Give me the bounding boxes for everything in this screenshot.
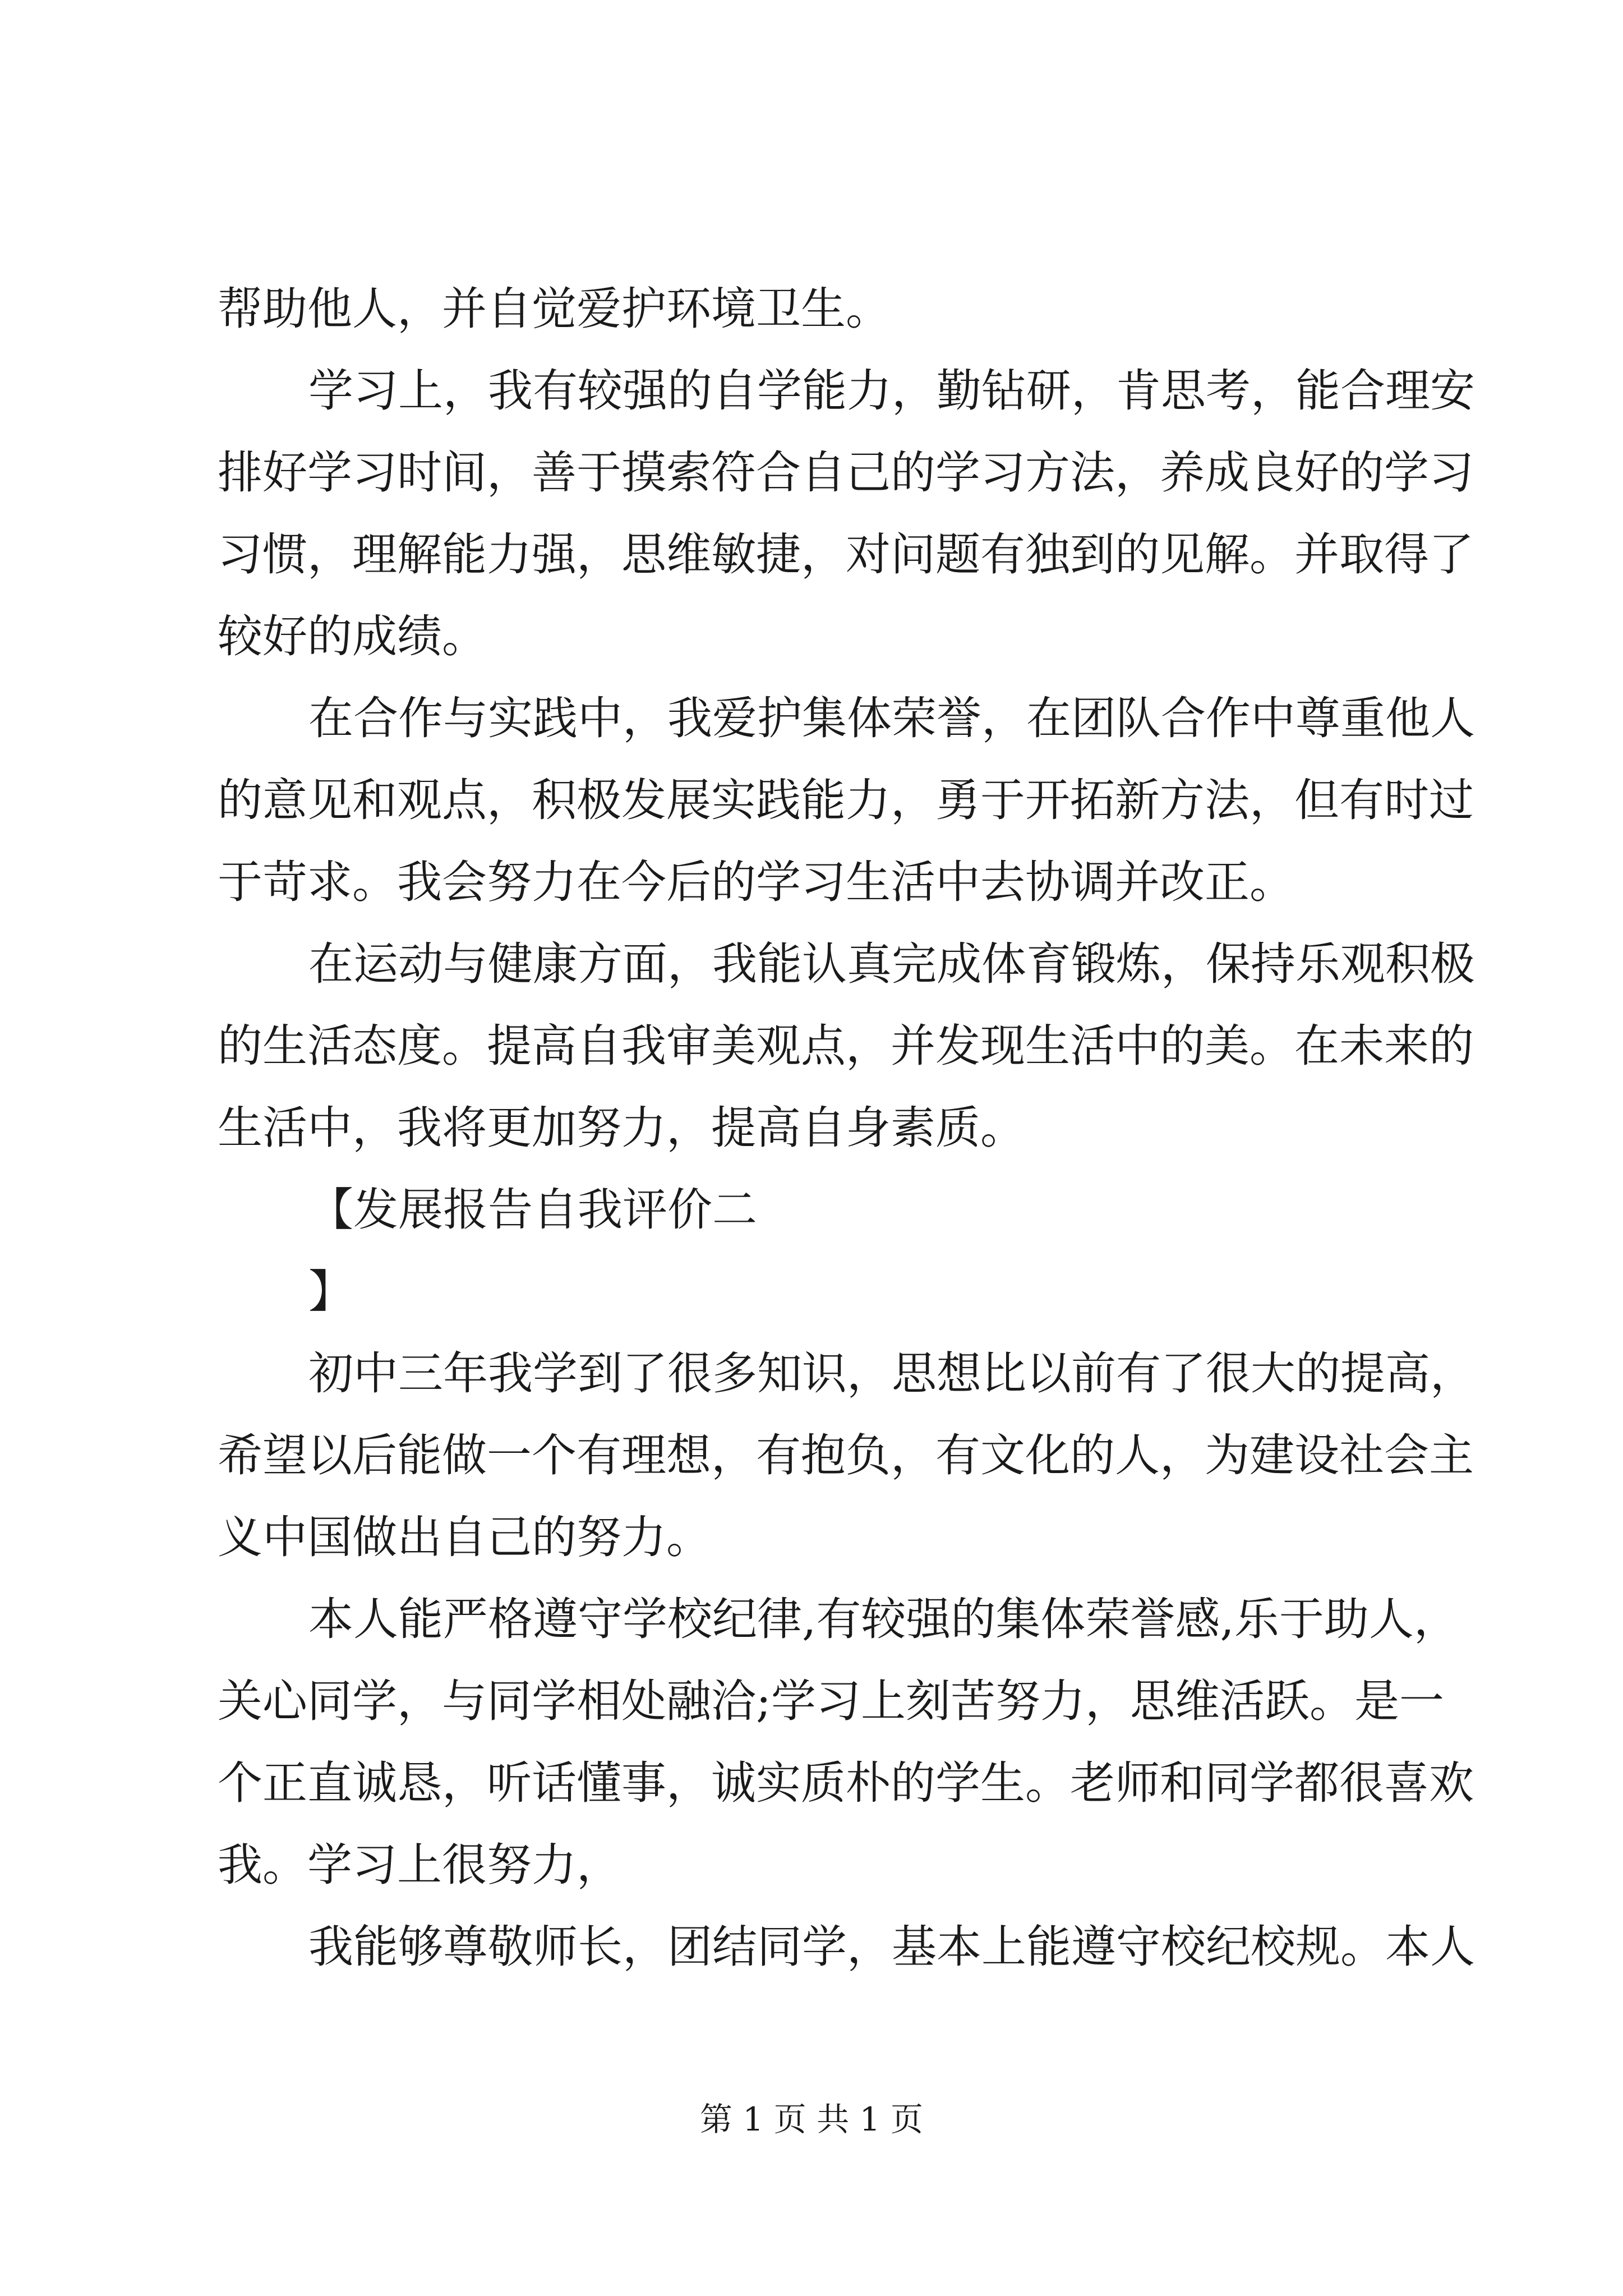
paragraph-line: 我。学习上很努力， bbox=[218, 1839, 621, 1891]
paragraph-line: 义中国做出自己的努力。 bbox=[218, 1511, 711, 1563]
paragraph-line: 希望以后能做一个有理想，有抱负，有文化的人，为建设社会主 bbox=[218, 1429, 1474, 1481]
paragraph-line: 较好的成绩。 bbox=[218, 610, 487, 662]
paragraph-line: 初中三年我学到了很多知识，思想比以前有了很大的提高， bbox=[308, 1347, 1475, 1400]
paragraph-line: 我能够尊敬师长，团结同学，基本上能遵守校纪校规。本人 bbox=[308, 1921, 1475, 1973]
paragraph-line: 的生活态度。提高自我审美观点，并发现生活中的美。在未来的 bbox=[218, 1020, 1474, 1072]
paragraph-line: 习惯，理解能力强，思维敏捷，对问题有独到的见解。并取得了 bbox=[218, 528, 1474, 581]
paragraph-line: 在合作与实践中，我爱护集体荣誉，在团队合作中尊重他人 bbox=[308, 692, 1475, 744]
paragraph-line: 排好学习时间，善于摸索符合自己的学习方法，养成良好的学习 bbox=[218, 447, 1474, 499]
paragraph-line: 本人能严格遵守学校纪律,有较强的集体荣誉感,乐于助人， bbox=[308, 1593, 1459, 1645]
section-heading-close: 】 bbox=[308, 1266, 353, 1318]
page-footer: 第 1 页 共 1 页 bbox=[700, 2100, 923, 2138]
paragraph-line: 于苛求。我会努力在今后的学习生活中去协调并改正。 bbox=[218, 856, 1294, 908]
paragraph-line: 个正直诚恳，听话懂事，诚实质朴的学生。老师和同学都很喜欢 bbox=[218, 1757, 1474, 1809]
paragraph-line: 帮助他人，并自觉爱护环境卫生。 bbox=[218, 283, 891, 335]
paragraph-line: 生活中，我将更加努力，提高自身素质。 bbox=[218, 1102, 1025, 1154]
document-body bbox=[218, 268, 1475, 1988]
paragraph-line: 在运动与健康方面，我能认真完成体育锻炼，保持乐观积极 bbox=[308, 938, 1475, 990]
paragraph-line: 关心同学，与同学相处融洽;学习上刻苦努力，思维活跃。是一 bbox=[218, 1675, 1444, 1727]
paragraph-line: 的意见和观点，积极发展实践能力，勇于开拓新方法，但有时过 bbox=[218, 774, 1474, 826]
section-heading: 【发展报告自我评价二 bbox=[308, 1184, 757, 1236]
paragraph-line: 学习上，我有较强的自学能力，勤钻研，肯思考，能合理安 bbox=[308, 365, 1475, 417]
